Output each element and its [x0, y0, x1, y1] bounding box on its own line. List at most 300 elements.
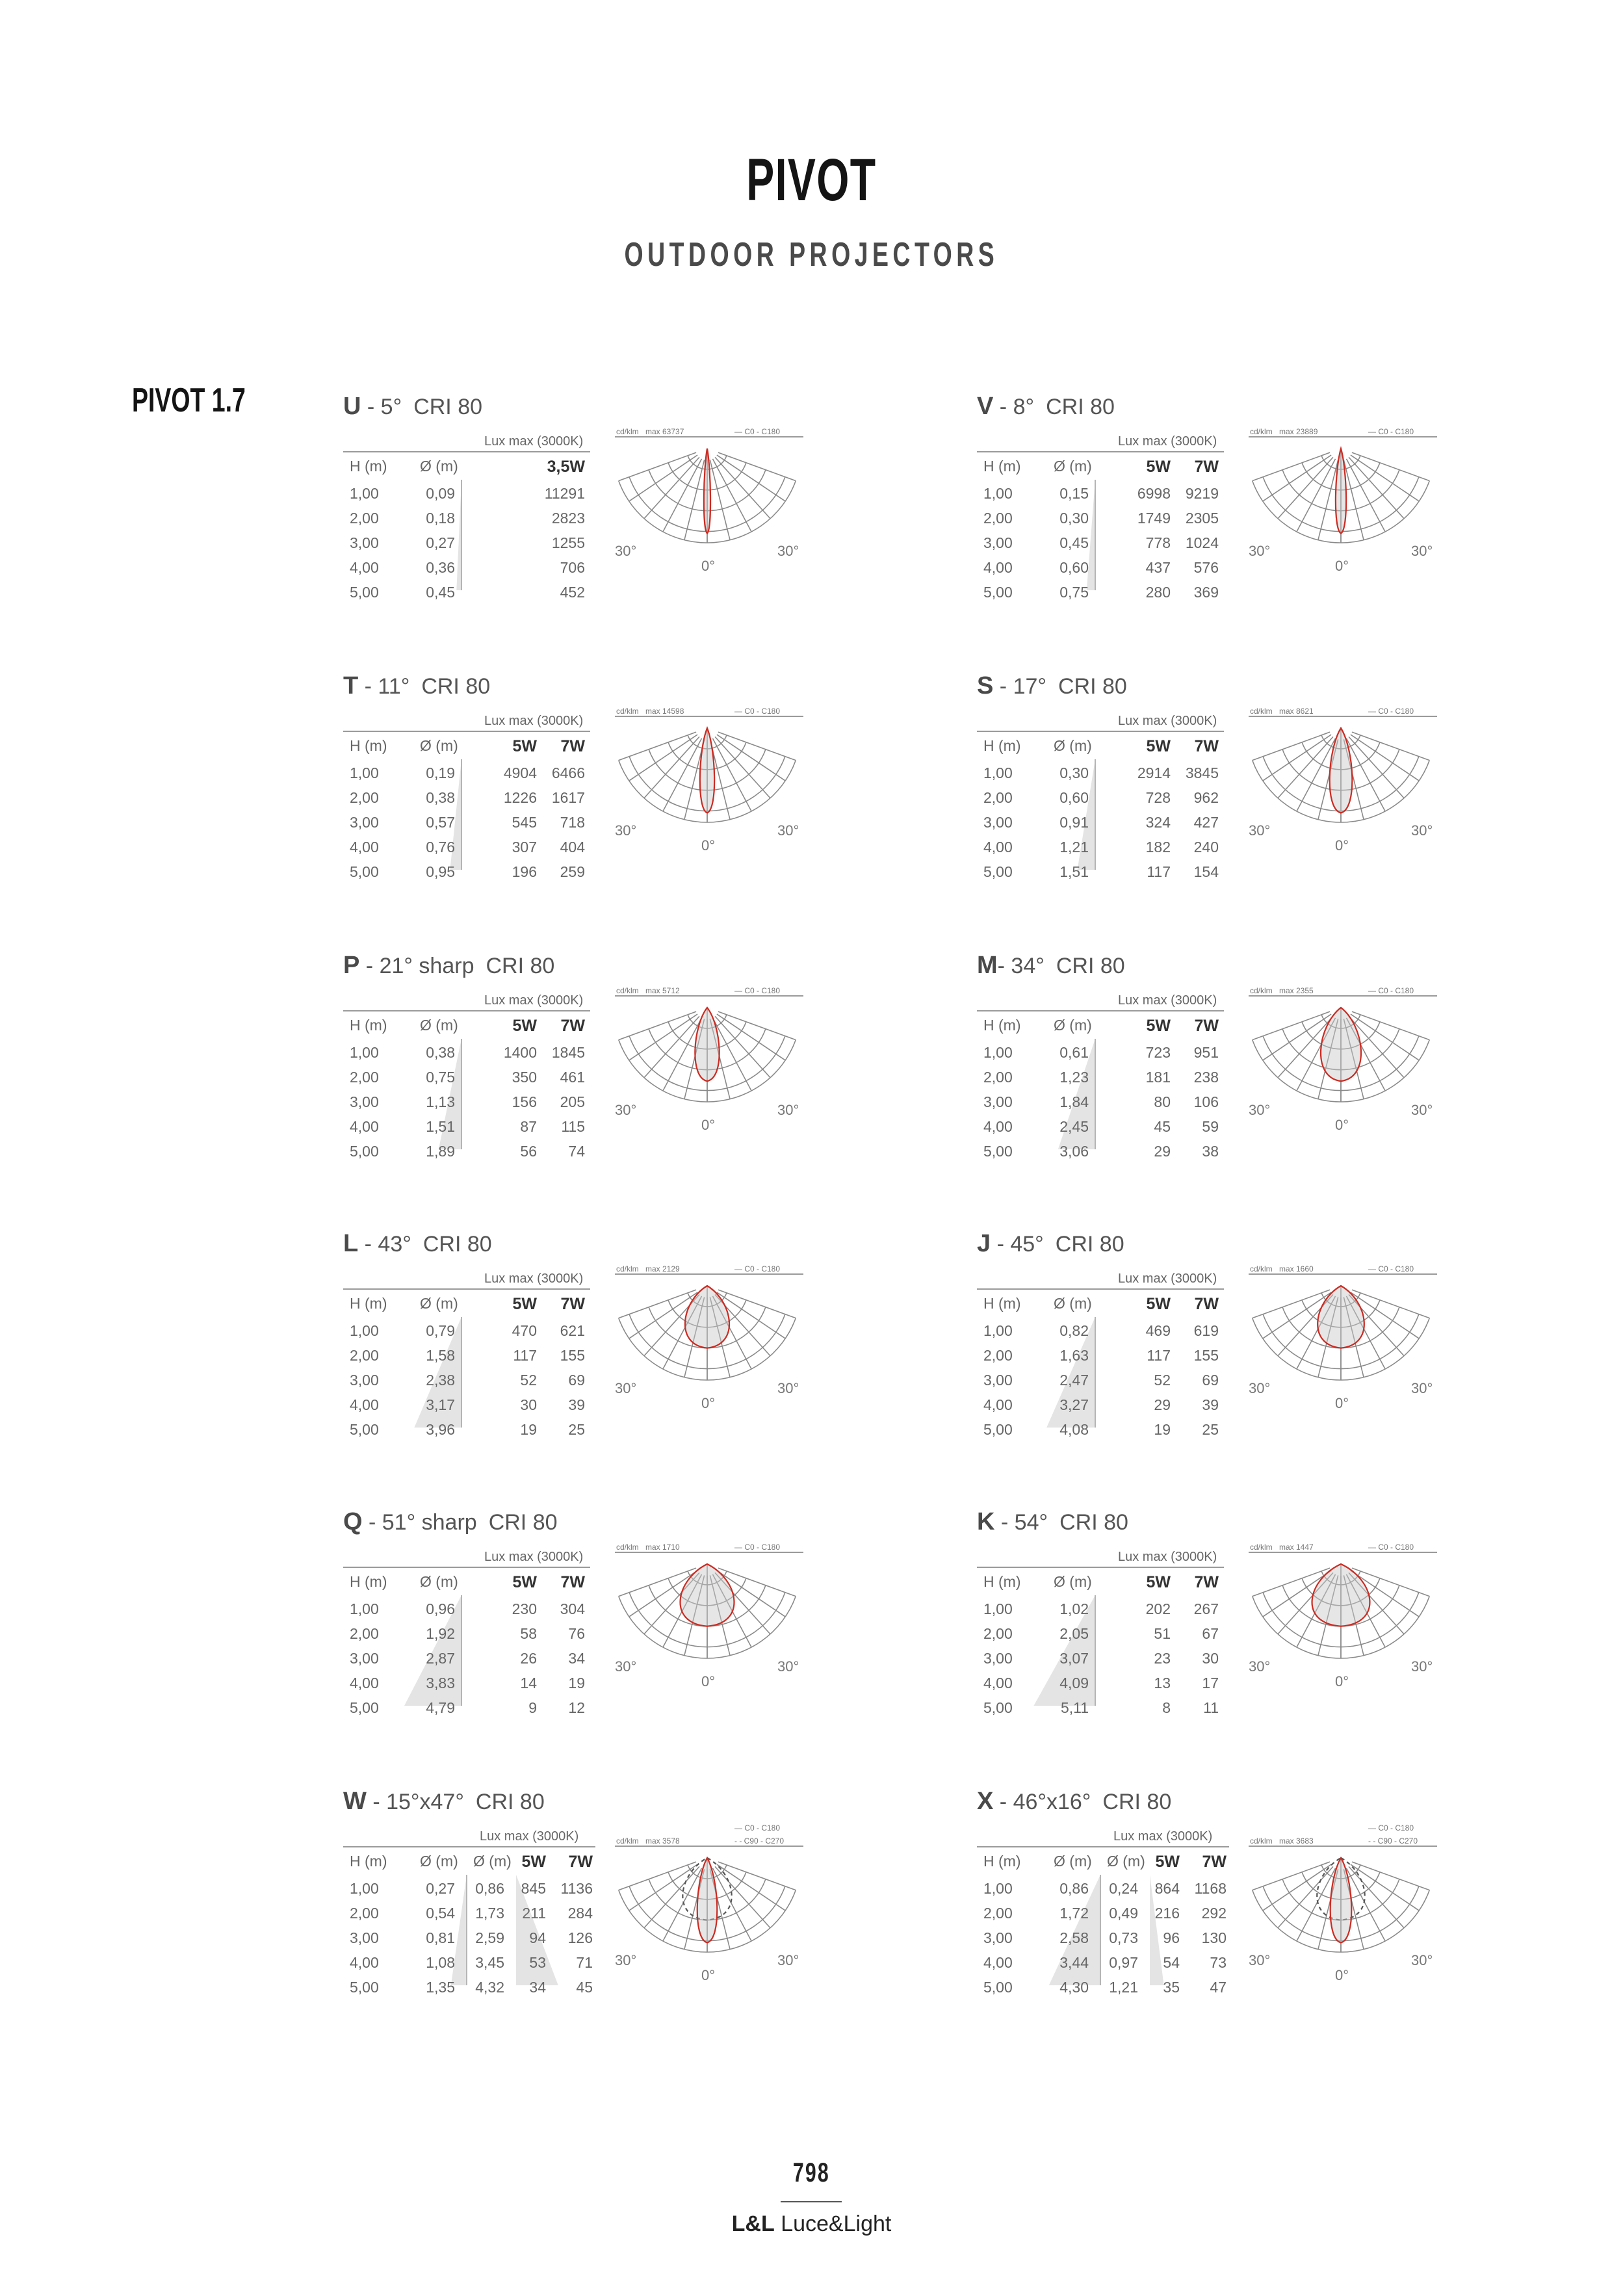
- polar-spoke: [1278, 1866, 1333, 1927]
- table-cell: 154: [1193, 863, 1219, 880]
- page-number: 798: [792, 2157, 830, 2187]
- table-cell: 1,89: [426, 1143, 455, 1160]
- table-cell: 0,91: [1059, 814, 1089, 831]
- polar-spoke: [1263, 1864, 1331, 1911]
- col-header-watt: 5W: [1146, 737, 1171, 755]
- table-cell: 4,00: [983, 559, 1013, 576]
- beam-letter: Q: [343, 1508, 363, 1535]
- table-cell: 117: [1147, 863, 1171, 880]
- beam-letter: V: [977, 393, 994, 420]
- table-cell: 6998: [1137, 485, 1171, 502]
- table-cell: 8: [1162, 1699, 1171, 1716]
- brand-bold: L&L: [731, 2211, 775, 2236]
- polar-spoke: [717, 735, 785, 781]
- table-cell: 34: [568, 1650, 585, 1667]
- angle-label-30-right: 30°: [1411, 1658, 1433, 1675]
- page-number-rule: [781, 2201, 842, 2202]
- table-cell: 73: [1210, 1954, 1227, 1971]
- polar-spoke: [619, 732, 696, 760]
- angle-label-30-left: 30°: [1249, 1952, 1271, 1968]
- polar-spoke: [1349, 737, 1404, 798]
- lux-max-label: Lux max (3000K): [484, 1550, 584, 1564]
- col-header-h: H (m): [983, 1017, 1021, 1034]
- table-cell: 3,00: [350, 814, 379, 831]
- beam-block-l: [343, 1221, 799, 1438]
- table-cell: 2,05: [1059, 1625, 1089, 1642]
- table-cell: 4,00: [983, 1118, 1013, 1135]
- polar-diagram: [1243, 429, 1438, 579]
- table-cell: 2,00: [983, 1625, 1013, 1642]
- table-cell: 1255: [551, 534, 585, 551]
- page-subtitle: OUTDOOR PROJECTORS: [624, 236, 999, 274]
- cri-label: CRI 80: [488, 1510, 558, 1535]
- table-cell: 5,00: [350, 1143, 379, 1160]
- beam-block-p: [343, 943, 799, 1160]
- col-header-h: H (m): [983, 1853, 1021, 1870]
- cri-label: CRI 80: [422, 1232, 492, 1257]
- table-cell: 4,32: [475, 1979, 504, 1996]
- table-cell: 45: [576, 1979, 593, 1996]
- col-header-diameter: Ø (m): [1054, 1573, 1092, 1590]
- polar-spoke: [644, 737, 699, 798]
- legend-entry: — C0 - C180: [734, 986, 781, 995]
- polar-spoke: [717, 1864, 785, 1911]
- col-header-watt: 7W: [1194, 737, 1219, 755]
- table-cell: 1,00: [983, 1322, 1013, 1339]
- table-cell: 34: [529, 1979, 546, 1996]
- col-header-h: H (m): [350, 1853, 387, 1870]
- table-cell: 11291: [544, 485, 585, 502]
- table-cell: 181: [1145, 1069, 1171, 1086]
- brand-logo: [0, 2211, 1623, 2237]
- table-cell: 4,09: [1059, 1675, 1089, 1691]
- table-cell: 2,00: [350, 789, 379, 806]
- polar-diagram: [1243, 1823, 1438, 1983]
- max-intensity-label: max 23889: [1279, 427, 1318, 436]
- polar-spoke: [644, 1866, 699, 1927]
- table-cell: 238: [1193, 1069, 1219, 1086]
- table-cell: 205: [560, 1093, 585, 1110]
- table-cell: 71: [576, 1954, 593, 1971]
- table-cell: 4,00: [983, 1675, 1013, 1691]
- beam-block-v: [977, 384, 1433, 601]
- table-cell: 0,18: [426, 510, 455, 527]
- col-header-watt: 7W: [1194, 1573, 1219, 1591]
- table-cell: 80: [1154, 1093, 1171, 1110]
- table-cell: 155: [560, 1347, 585, 1364]
- table-cell: 3,27: [1059, 1396, 1089, 1413]
- beam-block-q: [343, 1499, 799, 1716]
- table-cell: 6466: [551, 764, 585, 781]
- table-cell: 0,30: [1059, 764, 1089, 781]
- table-cell: 718: [560, 814, 585, 831]
- beam-angle: - 54°: [994, 1510, 1048, 1535]
- col-header-diameter: Ø (m): [420, 1853, 458, 1870]
- table-cell: 3,00: [983, 1372, 1013, 1389]
- beam-lobe: [695, 1008, 719, 1081]
- angle-label-30-left: 30°: [1249, 1102, 1271, 1118]
- angle-label-0: 0°: [1335, 837, 1349, 854]
- table-cell: 182: [1145, 839, 1171, 855]
- beam-angle: - 34°: [997, 954, 1045, 978]
- table-cell: 284: [567, 1905, 593, 1922]
- polar-spoke: [1253, 452, 1330, 480]
- table-cell: 1,58: [426, 1347, 455, 1364]
- beam-lobe: [685, 1286, 729, 1348]
- table-cell: 19: [520, 1421, 537, 1438]
- col-header-diameter: Ø (m): [420, 458, 458, 475]
- beam-lobe: [1330, 728, 1353, 813]
- table-cell: 1,00: [350, 1600, 379, 1617]
- table-cell: 3,00: [350, 1650, 379, 1667]
- table-cell: 3,83: [426, 1675, 455, 1691]
- table-cell: 0,86: [1059, 1880, 1089, 1897]
- table-cell: 280: [1145, 584, 1171, 601]
- legend-entry: — C0 - C180: [1368, 707, 1414, 716]
- table-cell: 35: [1163, 1979, 1180, 1996]
- table-cell: 0,45: [426, 584, 455, 601]
- table-cell: 1,00: [350, 1044, 379, 1061]
- legend-entry: - - C90 - C270: [1368, 1836, 1418, 1846]
- max-intensity-label: max 3578: [645, 1836, 680, 1846]
- table-cell: 1,00: [350, 764, 379, 781]
- col-header-watt: 5W: [512, 1295, 537, 1313]
- table-cell: 2,59: [475, 1929, 504, 1946]
- table-cell: 1136: [560, 1880, 593, 1897]
- polar-spoke: [718, 452, 796, 480]
- table-cell: 202: [1145, 1600, 1171, 1617]
- table-cell: 369: [1193, 584, 1219, 601]
- table-cell: 5,00: [983, 1143, 1013, 1160]
- angle-label-0: 0°: [1335, 1673, 1349, 1689]
- table-cell: 1,00: [983, 764, 1013, 781]
- col-header-h: H (m): [350, 1295, 387, 1312]
- table-cell: 1,00: [983, 1600, 1013, 1617]
- polar-spoke: [715, 457, 770, 518]
- col-header-h: H (m): [350, 1017, 387, 1034]
- col-header-h: H (m): [350, 1573, 387, 1590]
- table-cell: 0,45: [1059, 534, 1089, 551]
- table-cell: 3,17: [426, 1396, 455, 1413]
- polar-spoke: [718, 732, 796, 760]
- table-cell: 1,08: [426, 1954, 455, 1971]
- polar-diagram: [610, 1823, 805, 1983]
- table-cell: 1,73: [475, 1905, 504, 1922]
- table-cell: 0,81: [426, 1929, 455, 1946]
- table-cell: 19: [1154, 1421, 1171, 1438]
- polar-spoke: [1253, 1862, 1330, 1890]
- cdklm-label: cd/klm: [616, 1264, 639, 1273]
- table-cell: 2,00: [350, 1347, 379, 1364]
- lux-max-label: Lux max (3000K): [1118, 993, 1217, 1008]
- beam-angle: - 21° sharp: [359, 954, 474, 978]
- table-cell: 1,51: [1059, 863, 1089, 880]
- polar-spoke: [644, 1016, 699, 1077]
- col-header-watt: 7W: [568, 1853, 593, 1871]
- table-cell: 1226: [503, 789, 537, 806]
- beam-angle: - 5°: [361, 395, 402, 419]
- cri-label: CRI 80: [1058, 674, 1127, 699]
- table-cell: 1,23: [1059, 1069, 1089, 1086]
- col-header-diameter: Ø (m): [1054, 1295, 1092, 1312]
- polar-spoke: [1278, 457, 1333, 518]
- table-cell: 3,00: [350, 1093, 379, 1110]
- table-cell: 2,00: [350, 510, 379, 527]
- table-cell: 1,63: [1059, 1347, 1089, 1364]
- table-cell: 1,00: [350, 1322, 379, 1339]
- table-cell: 1,51: [426, 1118, 455, 1135]
- cri-label: CRI 80: [1059, 1510, 1128, 1535]
- col-header-diameter: Ø (m): [1054, 737, 1092, 754]
- col-header-watt: 5W: [512, 1017, 537, 1035]
- table-cell: 2,00: [350, 1905, 379, 1922]
- table-cell: 0,75: [1059, 584, 1089, 601]
- col-header-watt: 5W: [521, 1853, 546, 1871]
- beam-block-j: [977, 1221, 1433, 1438]
- table-cell: 2,58: [1059, 1929, 1089, 1946]
- page-title: PIVOT: [746, 147, 877, 213]
- table-cell: 0,61: [1059, 1044, 1089, 1061]
- table-cell: 1749: [1137, 510, 1171, 527]
- table-cell: 304: [560, 1600, 585, 1617]
- angle-label-30-right: 30°: [777, 543, 799, 559]
- table-cell: 69: [568, 1372, 585, 1389]
- table-cell: 1,00: [350, 485, 379, 502]
- max-intensity-label: max 8621: [1279, 707, 1314, 716]
- col-header-watt: 5W: [1146, 1017, 1171, 1035]
- table-cell: 130: [1201, 1929, 1227, 1946]
- cdklm-label: cd/klm: [616, 1543, 639, 1552]
- polar-diagram: [1243, 988, 1438, 1138]
- polar-diagram: [610, 709, 805, 858]
- table-cell: 53: [529, 1954, 546, 1971]
- table-cell: 52: [520, 1372, 537, 1389]
- table-cell: 1845: [551, 1044, 585, 1061]
- table-cell: 259: [560, 863, 585, 880]
- col-header-h: H (m): [983, 458, 1021, 475]
- table-cell: 1,13: [426, 1093, 455, 1110]
- beam-angle: - 15°x47°: [366, 1790, 464, 1814]
- table-cell: 0,30: [1059, 510, 1089, 527]
- table-cell: 29: [1154, 1396, 1171, 1413]
- polar-spoke: [715, 1866, 770, 1927]
- table-cell: 69: [1202, 1372, 1219, 1389]
- table-cell: 38: [1202, 1143, 1219, 1160]
- table-cell: 52: [1154, 1372, 1171, 1389]
- table-cell: 14: [520, 1675, 537, 1691]
- table-cell: 26: [520, 1650, 537, 1667]
- table-cell: 12: [568, 1699, 585, 1716]
- table-cell: 728: [1145, 789, 1171, 806]
- polar-diagram: [610, 988, 805, 1138]
- table-cell: 404: [560, 839, 585, 855]
- legend-entry: — C0 - C180: [734, 1264, 781, 1273]
- polar-spoke: [1352, 1290, 1429, 1318]
- table-cell: 2914: [1137, 764, 1171, 781]
- polar-spoke: [619, 1290, 696, 1318]
- col-header-h: H (m): [983, 737, 1021, 754]
- table-cell: 0,75: [426, 1069, 455, 1086]
- table-cell: 155: [1193, 1347, 1219, 1364]
- table-cell: 292: [1201, 1905, 1227, 1922]
- polar-spoke: [718, 1290, 796, 1318]
- polar-spoke: [629, 735, 697, 781]
- brand-name: Luce&Light: [774, 2211, 892, 2236]
- table-cell: 2,87: [426, 1650, 455, 1667]
- col-header-watt: 3,5W: [547, 458, 585, 476]
- table-cell: 94: [529, 1929, 546, 1946]
- polar-spoke: [1351, 455, 1419, 501]
- beam-angle: - 43°: [358, 1232, 411, 1257]
- max-intensity-label: max 1447: [1279, 1543, 1314, 1552]
- table-cell: 4,00: [983, 1396, 1013, 1413]
- table-cell: 2,00: [983, 1069, 1013, 1086]
- angle-label-30-left: 30°: [615, 543, 637, 559]
- beam-angle: - 46°x16°: [993, 1790, 1091, 1814]
- table-cell: 47: [1210, 1979, 1227, 1996]
- table-cell: 39: [568, 1396, 585, 1413]
- table-cell: 5,00: [350, 1421, 379, 1438]
- max-intensity-label: max 1660: [1279, 1264, 1314, 1273]
- angle-label-30-right: 30°: [777, 1952, 799, 1968]
- beam-block-u: [343, 384, 799, 601]
- polar-spoke: [629, 1014, 697, 1060]
- beam-letter: P: [343, 952, 360, 979]
- col-header-watt: 7W: [1194, 458, 1219, 476]
- polar-spoke: [1351, 735, 1419, 781]
- polar-spoke: [1351, 1864, 1419, 1911]
- angle-label-0: 0°: [701, 1673, 716, 1689]
- table-cell: 45: [1154, 1118, 1171, 1135]
- polar-spoke: [629, 1864, 697, 1911]
- beam-block-t: [343, 663, 799, 880]
- table-cell: 126: [567, 1929, 593, 1946]
- table-cell: 2,00: [983, 789, 1013, 806]
- col-header-watt: 5W: [1146, 1295, 1171, 1313]
- table-cell: 1,92: [426, 1625, 455, 1642]
- polar-spoke: [717, 455, 785, 501]
- polar-spoke: [715, 737, 770, 798]
- table-cell: 3,00: [350, 1372, 379, 1389]
- table-cell: 3,44: [1059, 1954, 1089, 1971]
- table-cell: 0,60: [1059, 559, 1089, 576]
- table-cell: 951: [1193, 1044, 1219, 1061]
- max-intensity-label: max 1710: [645, 1543, 680, 1552]
- cdklm-label: cd/klm: [1250, 427, 1273, 436]
- max-intensity-label: max 63737: [645, 427, 684, 436]
- table-cell: 452: [560, 584, 585, 601]
- table-cell: 723: [1145, 1044, 1171, 1061]
- col-header-watt: 7W: [1194, 1295, 1219, 1313]
- lux-max-label: Lux max (3000K): [1118, 434, 1217, 449]
- angle-label-0: 0°: [1335, 1967, 1349, 1983]
- beam-angle: - 17°: [993, 674, 1046, 699]
- table-cell: 106: [1193, 1093, 1219, 1110]
- table-cell: 5,00: [983, 1979, 1013, 1996]
- table-cell: 3,00: [350, 1929, 379, 1946]
- beam-angle: - 51° sharp: [362, 1510, 477, 1535]
- table-cell: 0,15: [1059, 485, 1089, 502]
- col-header-watt: 7W: [560, 1017, 585, 1035]
- table-cell: 4,00: [350, 559, 379, 576]
- table-cell: 2,00: [350, 1069, 379, 1086]
- table-cell: 67: [1202, 1625, 1219, 1642]
- legend-entry: — C0 - C180: [734, 1543, 781, 1552]
- angle-label-0: 0°: [1335, 1395, 1349, 1411]
- table-cell: 307: [512, 839, 537, 855]
- table-cell: 3,00: [983, 814, 1013, 831]
- table-cell: 4,00: [350, 1396, 379, 1413]
- angle-label-0: 0°: [701, 1967, 716, 1983]
- polar-diagram: [1243, 1266, 1438, 1416]
- table-cell: 59: [1202, 1118, 1219, 1135]
- angle-label-0: 0°: [1335, 558, 1349, 574]
- polar-spoke: [1253, 732, 1330, 760]
- angle-label-0: 0°: [701, 837, 716, 854]
- lux-max-label: Lux max (3000K): [1118, 714, 1217, 728]
- table-cell: 3845: [1185, 764, 1219, 781]
- table-cell: 5,00: [350, 1699, 379, 1716]
- angle-label-0: 0°: [701, 558, 716, 574]
- beam-letter: U: [343, 393, 361, 420]
- legend-entry: — C0 - C180: [734, 1823, 781, 1833]
- table-cell: 0,27: [426, 1880, 455, 1897]
- table-cell: 39: [1202, 1396, 1219, 1413]
- beam-letter: T: [343, 672, 359, 699]
- table-cell: 5,11: [1060, 1699, 1089, 1716]
- table-cell: 864: [1154, 1880, 1180, 1897]
- cri-label: CRI 80: [475, 1790, 545, 1814]
- table-cell: 4,00: [350, 1675, 379, 1691]
- max-intensity-label: max 14598: [645, 707, 684, 716]
- table-cell: 0,73: [1109, 1929, 1138, 1946]
- col-header-watt: 7W: [560, 737, 585, 755]
- table-cell: 576: [1193, 559, 1219, 576]
- table-cell: 5,00: [350, 863, 379, 880]
- table-cell: 87: [520, 1118, 537, 1135]
- angle-label-30-left: 30°: [615, 1102, 637, 1118]
- col-header-watt: 7W: [1194, 1017, 1219, 1035]
- beam-letter: W: [343, 1788, 367, 1815]
- table-cell: 0,82: [1059, 1322, 1089, 1339]
- table-cell: 2,00: [983, 1347, 1013, 1364]
- table-cell: 58: [520, 1625, 537, 1642]
- table-cell: 156: [512, 1093, 537, 1110]
- table-cell: 619: [1193, 1322, 1219, 1339]
- table-cell: 117: [513, 1347, 537, 1364]
- angle-label-30-left: 30°: [615, 822, 637, 839]
- polar-spoke: [1352, 732, 1429, 760]
- cdklm-label: cd/klm: [616, 707, 639, 716]
- col-header-h: H (m): [983, 1295, 1021, 1312]
- angle-label-30-left: 30°: [615, 1952, 637, 1968]
- table-cell: 11: [1203, 1699, 1219, 1716]
- table-cell: 470: [512, 1322, 537, 1339]
- table-cell: 5,00: [350, 1979, 379, 1996]
- table-cell: 2,00: [350, 1625, 379, 1642]
- table-cell: 25: [568, 1421, 585, 1438]
- table-cell: 267: [1193, 1600, 1219, 1617]
- table-cell: 17: [1202, 1675, 1219, 1691]
- table-cell: 9: [528, 1699, 537, 1716]
- legend-entry: — C0 - C180: [734, 707, 781, 716]
- lux-max-label: Lux max (3000K): [484, 714, 584, 728]
- table-cell: 0,60: [1059, 789, 1089, 806]
- table-cell: 230: [512, 1600, 537, 1617]
- table-cell: 3,45: [475, 1954, 504, 1971]
- table-cell: 0,96: [426, 1600, 455, 1617]
- beam-angle: - 11°: [358, 674, 410, 699]
